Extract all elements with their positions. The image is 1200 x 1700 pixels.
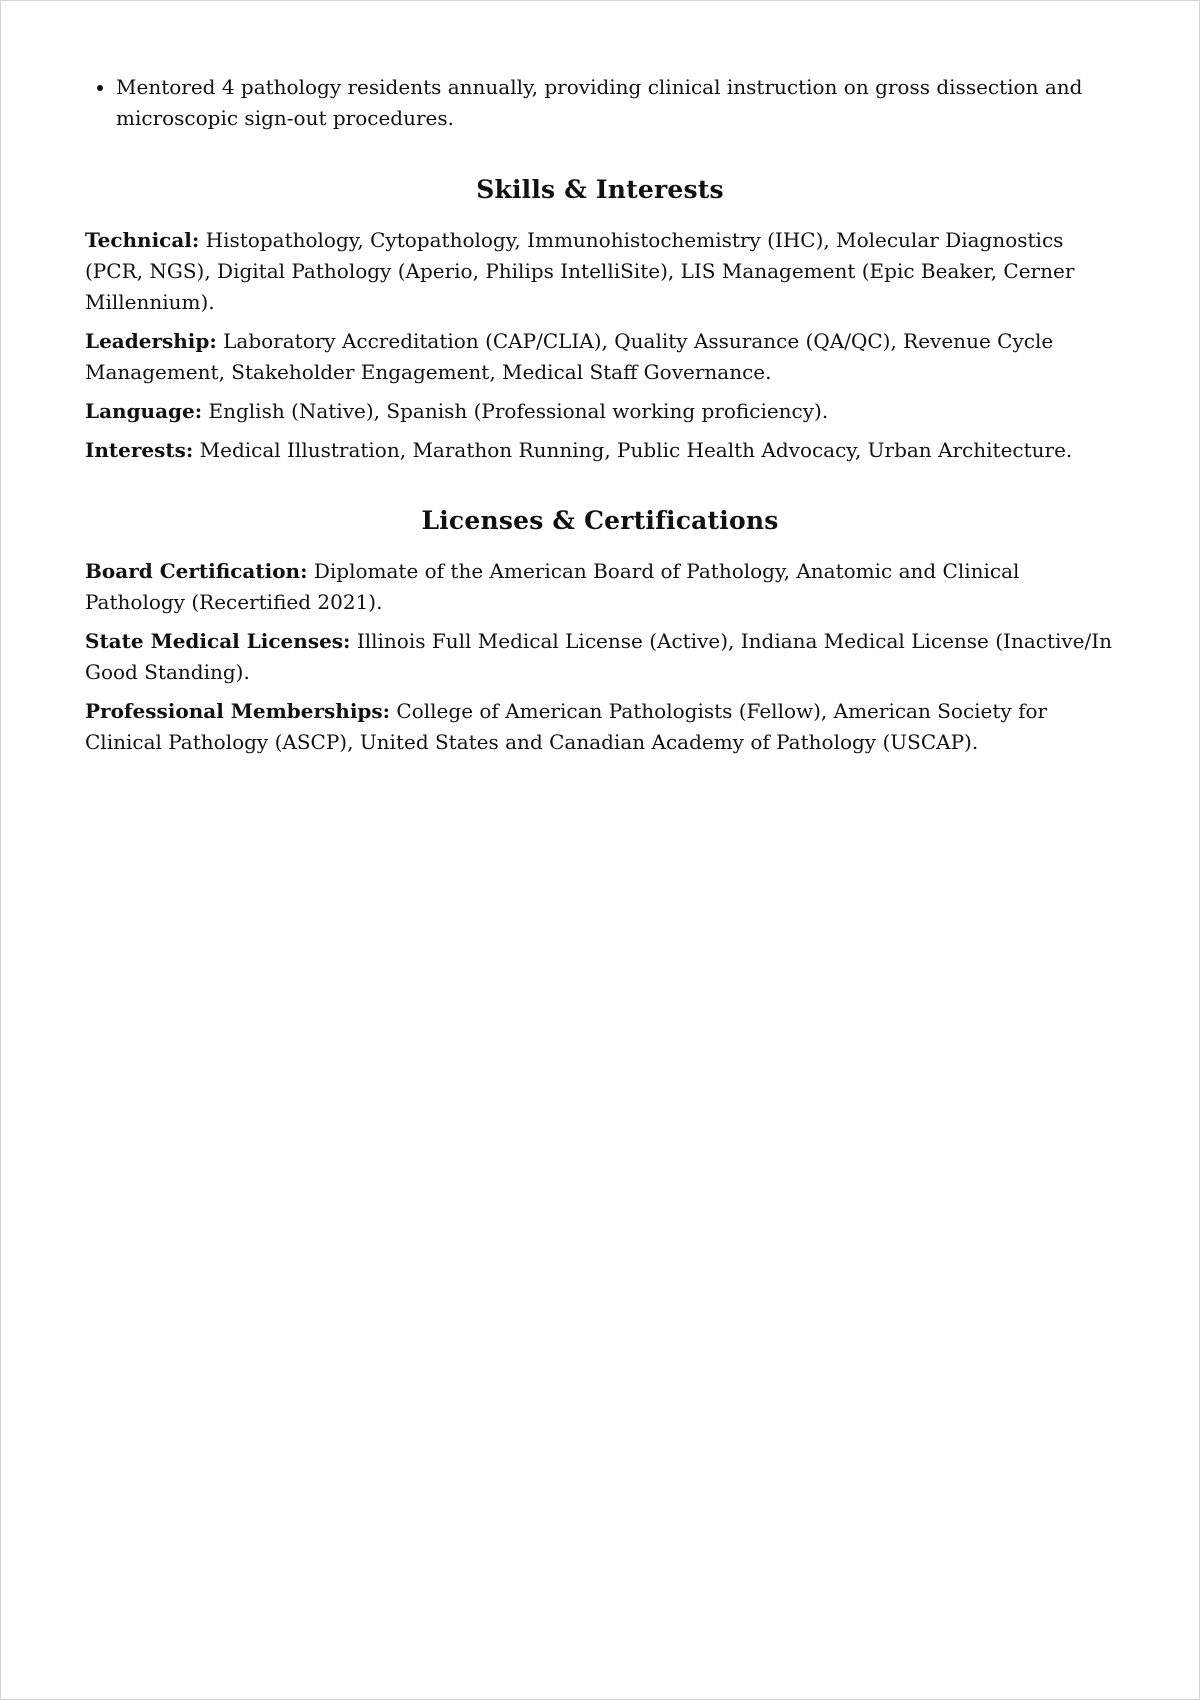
entry-label: Board Certification: <box>85 559 308 583</box>
entry-text: Medical Illustration, Marathon Running, Public Health Advocacy, Urban Architecture. <box>199 438 1073 462</box>
entry-text: Illinois Full Medical License (Active), Indiana Medical License (Inactive/In Good Standing). <box>85 629 1113 684</box>
skills-entry-technical <box>85 225 1115 318</box>
skills-entry-leadership <box>85 326 1115 388</box>
skills-section-heading: Skills & Interests <box>476 175 724 204</box>
entry-text: College of American Pathologists (Fellow), American Society for Clinical Pathology (ASCP), United States and Canadian Academy of Pathology (USCAP). <box>85 699 1048 754</box>
licenses-section-heading: Licenses & Certifications <box>421 506 779 535</box>
skills-entry-interests <box>85 435 1115 466</box>
experience-bullet: • Mentored 4 pathology residents annually, providing clinical instruction on gross dissection and microscopic sign-out procedures. <box>116 72 1115 134</box>
entry-label: Leadership: <box>85 329 217 353</box>
license-entry-professional-memberships <box>85 696 1115 758</box>
entry-text: Laboratory Accreditation (CAP/CLIA), Quality Assurance (QA/QC), Revenue Cycle Management, Stakeholder Engagement, Medical Staff Governance. <box>85 329 1054 384</box>
page-content <box>85 72 1115 766</box>
entry-label: Technical: <box>85 228 200 252</box>
entry-label: Interests: <box>85 438 194 462</box>
entry-text: English (Native), Spanish (Professional working proficiency). <box>208 399 829 423</box>
entry-label: State Medical Licenses: <box>85 629 351 653</box>
license-entry-board-certification <box>85 556 1115 618</box>
entry-label: Language: <box>85 399 203 423</box>
entry-text: Histopathology, Cytopathology, Immunohistochemistry (IHC), Molecular Diagnostics (PCR, NGS), Digital Pathology (Aperio, Philips IntelliSite), LIS Management (Epic Beaker, Cerner Millennium). <box>85 228 1075 314</box>
license-entry-state-medical-licenses <box>85 626 1115 688</box>
entry-text: Diplomate of the American Board of Pathology, Anatomic and Clinical Pathology (Recertified 2021). <box>85 559 1020 614</box>
entry-label: Professional Memberships: <box>85 699 391 723</box>
experience-bullet-list <box>85 72 1115 134</box>
skills-entry-language <box>85 396 1115 427</box>
